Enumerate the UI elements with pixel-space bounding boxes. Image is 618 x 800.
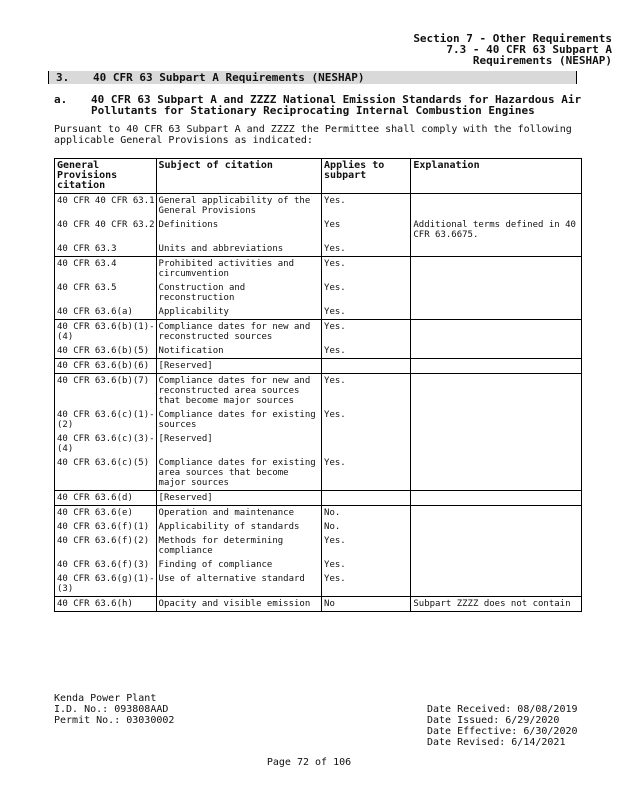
cell-citation: 40 CFR 63.6(g)(1)-(3) [55, 572, 157, 597]
cell-subject: [Reserved] [156, 432, 322, 456]
cell-applies: Yes. [322, 456, 411, 491]
cell-explanation: Additional terms defined in 40 CFR 63.6675. [411, 218, 582, 242]
cell-subject: [Reserved] [156, 359, 322, 374]
cell-explanation [411, 520, 582, 534]
subsection-title: 40 CFR 63 Subpart A and ZZZZ National Emission Standards for Hazardous Air Pollutants for Stationary Reciprocating Internal Combustion Engines [91, 93, 582, 117]
cell-citation: 40 CFR 40 CFR 63.2 [55, 218, 157, 242]
cell-citation: 40 CFR 63.3 [55, 242, 157, 257]
table-row [55, 558, 582, 572]
cell-applies: Yes. [322, 257, 411, 282]
table-row [55, 281, 582, 305]
section-number: 3. [56, 71, 70, 84]
table-row [55, 242, 582, 257]
cell-applies [322, 359, 411, 374]
cell-subject: [Reserved] [156, 491, 322, 506]
cell-subject: Definitions [156, 218, 322, 242]
id-number: I.D. No.: 093808AAD [54, 704, 169, 715]
date-effective: Date Effective: 6/30/2020 [427, 726, 578, 737]
table-row [55, 456, 582, 491]
cell-explanation [411, 281, 582, 305]
cell-citation: 40 CFR 63.6(e) [55, 506, 157, 521]
cell-explanation [411, 408, 582, 432]
subsection-letter: a. [54, 93, 68, 106]
cell-citation: 40 CFR 40 CFR 63.1 [55, 194, 157, 219]
date-issued: Date Issued: 6/29/2020 [427, 715, 560, 726]
footer-left [54, 693, 174, 726]
cell-applies: Yes. [322, 305, 411, 320]
cell-citation: 40 CFR 63.6(c)(5) [55, 456, 157, 491]
table-header-row [55, 159, 582, 194]
cell-citation: 40 CFR 63.6(a) [55, 305, 157, 320]
table-row [55, 218, 582, 242]
header-subsection-title: 7.3 - 40 CFR 63 Subpart A [446, 43, 612, 56]
header-subject: Subject of citation [156, 159, 322, 194]
cell-explanation [411, 305, 582, 320]
cell-subject: Applicability of standards [156, 520, 322, 534]
cell-applies: Yes. [322, 344, 411, 359]
cell-subject: Construction and reconstruction [156, 281, 322, 305]
cell-subject: Compliance dates for new and reconstructed sources [156, 320, 322, 345]
cell-citation: 40 CFR 63.6(d) [55, 491, 157, 506]
cell-applies: No [322, 597, 411, 612]
table-row [55, 320, 582, 345]
cell-subject: Methods for determining compliance [156, 534, 322, 558]
table-row [55, 408, 582, 432]
cell-applies: Yes. [322, 374, 411, 409]
date-revised: Date Revised: 6/14/2021 [427, 737, 566, 748]
cell-applies: Yes. [322, 572, 411, 597]
header-citation: General Provisions citation [55, 159, 157, 194]
cell-explanation [411, 320, 582, 345]
cell-applies: Yes [322, 218, 411, 242]
facility-name: Kenda Power Plant [54, 693, 157, 704]
cell-citation: 40 CFR 63.6(h) [55, 597, 157, 612]
cell-subject: Compliance dates for new and reconstructed area sources that become major sources [156, 374, 322, 409]
cell-citation: 40 CFR 63.4 [55, 257, 157, 282]
table-row [55, 305, 582, 320]
header-applies: Applies to subpart [322, 159, 411, 194]
cell-subject: Notification [156, 344, 322, 359]
cell-subject: Operation and maintenance [156, 506, 322, 521]
page-number: Page 72 of 106 [266, 757, 352, 768]
header-explanation: Explanation [411, 159, 582, 194]
footer-right [427, 704, 578, 748]
cell-citation: 40 CFR 63.6(f)(3) [55, 558, 157, 572]
cell-subject: Applicability [156, 305, 322, 320]
cell-applies: Yes. [322, 558, 411, 572]
cell-citation: 40 CFR 63.6(c)(1)-(2) [55, 408, 157, 432]
table-row [55, 432, 582, 456]
table-row [55, 506, 582, 521]
cell-citation: 40 CFR 63.6(b)(6) [55, 359, 157, 374]
cell-subject: Finding of compliance [156, 558, 322, 572]
cell-explanation [411, 506, 582, 521]
table-row [55, 374, 582, 409]
date-received: Date Received: 08/08/2019 [427, 704, 578, 715]
cell-subject: Compliance dates for existing area sources that become major sources [156, 456, 322, 491]
cell-applies: No. [322, 506, 411, 521]
cell-explanation: Subpart ZZZZ does not contain [411, 597, 582, 612]
cell-explanation [411, 432, 582, 456]
cell-citation: 40 CFR 63.6(f)(1) [55, 520, 157, 534]
table-row [55, 572, 582, 597]
cell-explanation [411, 194, 582, 219]
cell-citation: 40 CFR 63.6(c)(3)-(4) [55, 432, 157, 456]
permit-number: Permit No.: 03030002 [54, 715, 175, 726]
cell-applies: No. [322, 520, 411, 534]
table-row [55, 257, 582, 282]
cell-citation: 40 CFR 63.6(b)(1)-(4) [55, 320, 157, 345]
table-row [55, 344, 582, 359]
page-header [413, 33, 612, 66]
cell-explanation [411, 242, 582, 257]
cell-citation: 40 CFR 63.6(b)(7) [55, 374, 157, 409]
table-body [55, 194, 582, 612]
table-row [55, 194, 582, 219]
cell-explanation [411, 534, 582, 558]
table-row [55, 491, 582, 506]
cell-applies: Yes. [322, 408, 411, 432]
table-row [55, 520, 582, 534]
cell-explanation [411, 257, 582, 282]
cell-applies: Yes. [322, 534, 411, 558]
table-row [55, 597, 582, 612]
cell-applies [322, 491, 411, 506]
cell-explanation [411, 491, 582, 506]
cell-explanation [411, 344, 582, 359]
cell-applies: Yes. [322, 242, 411, 257]
cell-applies: Yes. [322, 281, 411, 305]
cell-applies [322, 432, 411, 456]
cell-explanation [411, 558, 582, 572]
cell-subject: Use of alternative standard [156, 572, 322, 597]
cell-citation: 40 CFR 63.6(f)(2) [55, 534, 157, 558]
intro-paragraph: Pursuant to 40 CFR 63 Subpart A and ZZZZ the Permittee shall comply with the following applicable General Provisions as indicated: [54, 124, 572, 146]
cell-applies: Yes. [322, 194, 411, 219]
cell-explanation [411, 359, 582, 374]
section-heading-bar [48, 71, 577, 84]
cell-subject: Compliance dates for existing sources [156, 408, 322, 432]
cell-subject: General applicability of the General Provisions [156, 194, 322, 219]
cell-subject: Opacity and visible emission [156, 597, 322, 612]
requirements-table [54, 158, 582, 612]
cell-citation: 40 CFR 63.6(b)(5) [55, 344, 157, 359]
header-section-title: Section 7 - Other Requirements [413, 32, 612, 45]
cell-explanation [411, 456, 582, 491]
cell-applies: Yes. [322, 320, 411, 345]
cell-subject: Prohibited activities and circumvention [156, 257, 322, 282]
cell-explanation [411, 374, 582, 409]
section-title: 40 CFR 63 Subpart A Requirements (NESHAP) [93, 71, 365, 84]
cell-subject: Units and abbreviations [156, 242, 322, 257]
cell-explanation [411, 572, 582, 597]
table-row [55, 359, 582, 374]
cell-citation: 40 CFR 63.5 [55, 281, 157, 305]
table-row [55, 534, 582, 558]
header-requirements-label: Requirements (NESHAP) [472, 54, 612, 67]
